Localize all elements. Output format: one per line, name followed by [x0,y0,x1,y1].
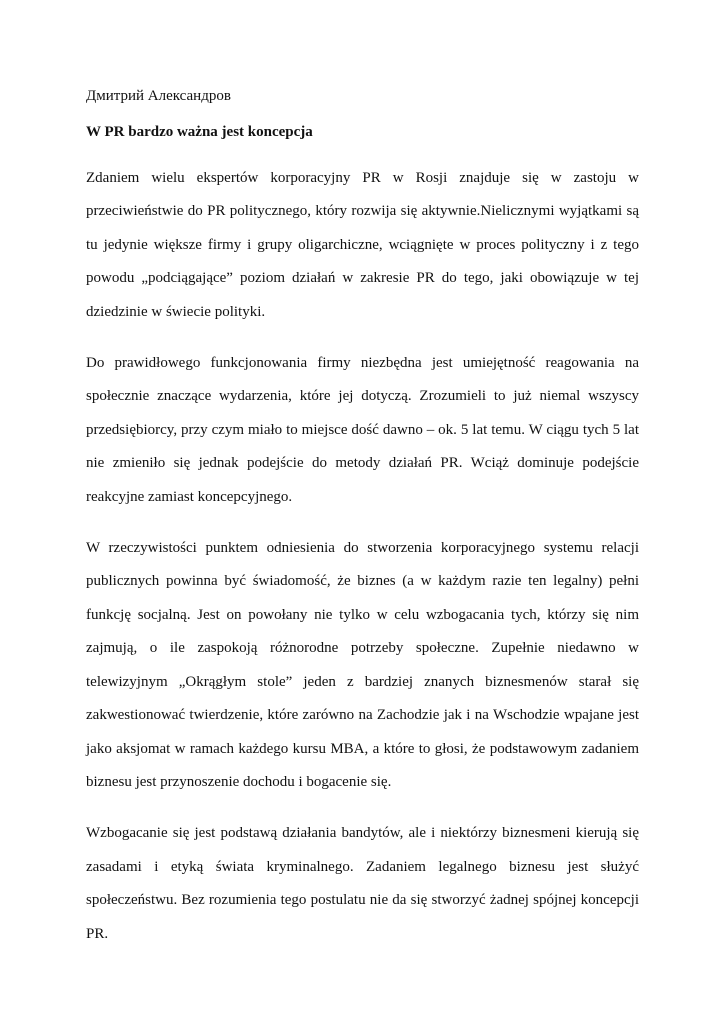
paragraph-4: Wzbogacanie się jest podstawą działania bandytów, ale i niektórzy biznesmeni kierują się zasadami i etyką świata kryminalnego. Zadaniem legalnego biznesu jest służyć społeczeństwu. Bez rozumienia tego postulatu nie da się stworzyć żadnej spójnej koncepcji PR. [86,825,639,942]
paragraph-3: W rzeczywistości punktem odniesienia do stworzenia korporacyjnego systemu relacji publicznych powinna być świadomość, że biznes (a w każdym razie ten legalny) pełni funkcję socjalną. Jest on powołany nie tylko w celu wzbogacania tych, którzy się nim zajmują, o ile zaspokoją różnorodne potrzeby społeczne. Zupełnie niedawno w telewizyjnym „Okrągłym stole” jeden z bardziej znanych biznesmenów starał się zakwestionować twierdzenie, które zarówno na Zachodzie jak i na Wschodzie wpajane jest jako aksjomat w ramach każdego kursu MBA, a które to głosi, że podstawowym zadaniem biznesu jest przynoszenie dochodu i bogacenie się. [86,540,639,790]
paragraph-1: Zdaniem wielu ekspertów korporacyjny PR w Rosji znajduje się w zastoju w przeciwieństwie do PR politycznego, który rozwija się aktywnie.Nielicznymi wyjątkami są tu jedynie większe firmy i grupy oligarchiczne, wciągnięte w proces polityczny i z tego powodu „podciągające” poziom działań w zakresie PR do tego, jaki obowiązuje w tej dziedzinie w świecie polityki. [86,170,639,320]
article-title: W PR bardzo ważna jest koncepcja [86,124,313,140]
document-page [86,86,639,969]
paragraph-2: Do prawidłowego funkcjonowania firmy niezbędna jest umiejętność reagowania na społecznie znaczące wydarzenia, które jej dotyczą. Zrozumieli to już niemal wszyscy przedsiębiorcy, przy czym miało to miejsce dość dawno – ok. 5 lat temu. W ciągu tych 5 lat nie zmieniło się jednak podejście do metody działań PR. Wciąż dominuje podejście reakcyjne zamiast koncepcyjnego. [86,355,639,505]
author-name: Дмитрий Александров [86,88,231,104]
